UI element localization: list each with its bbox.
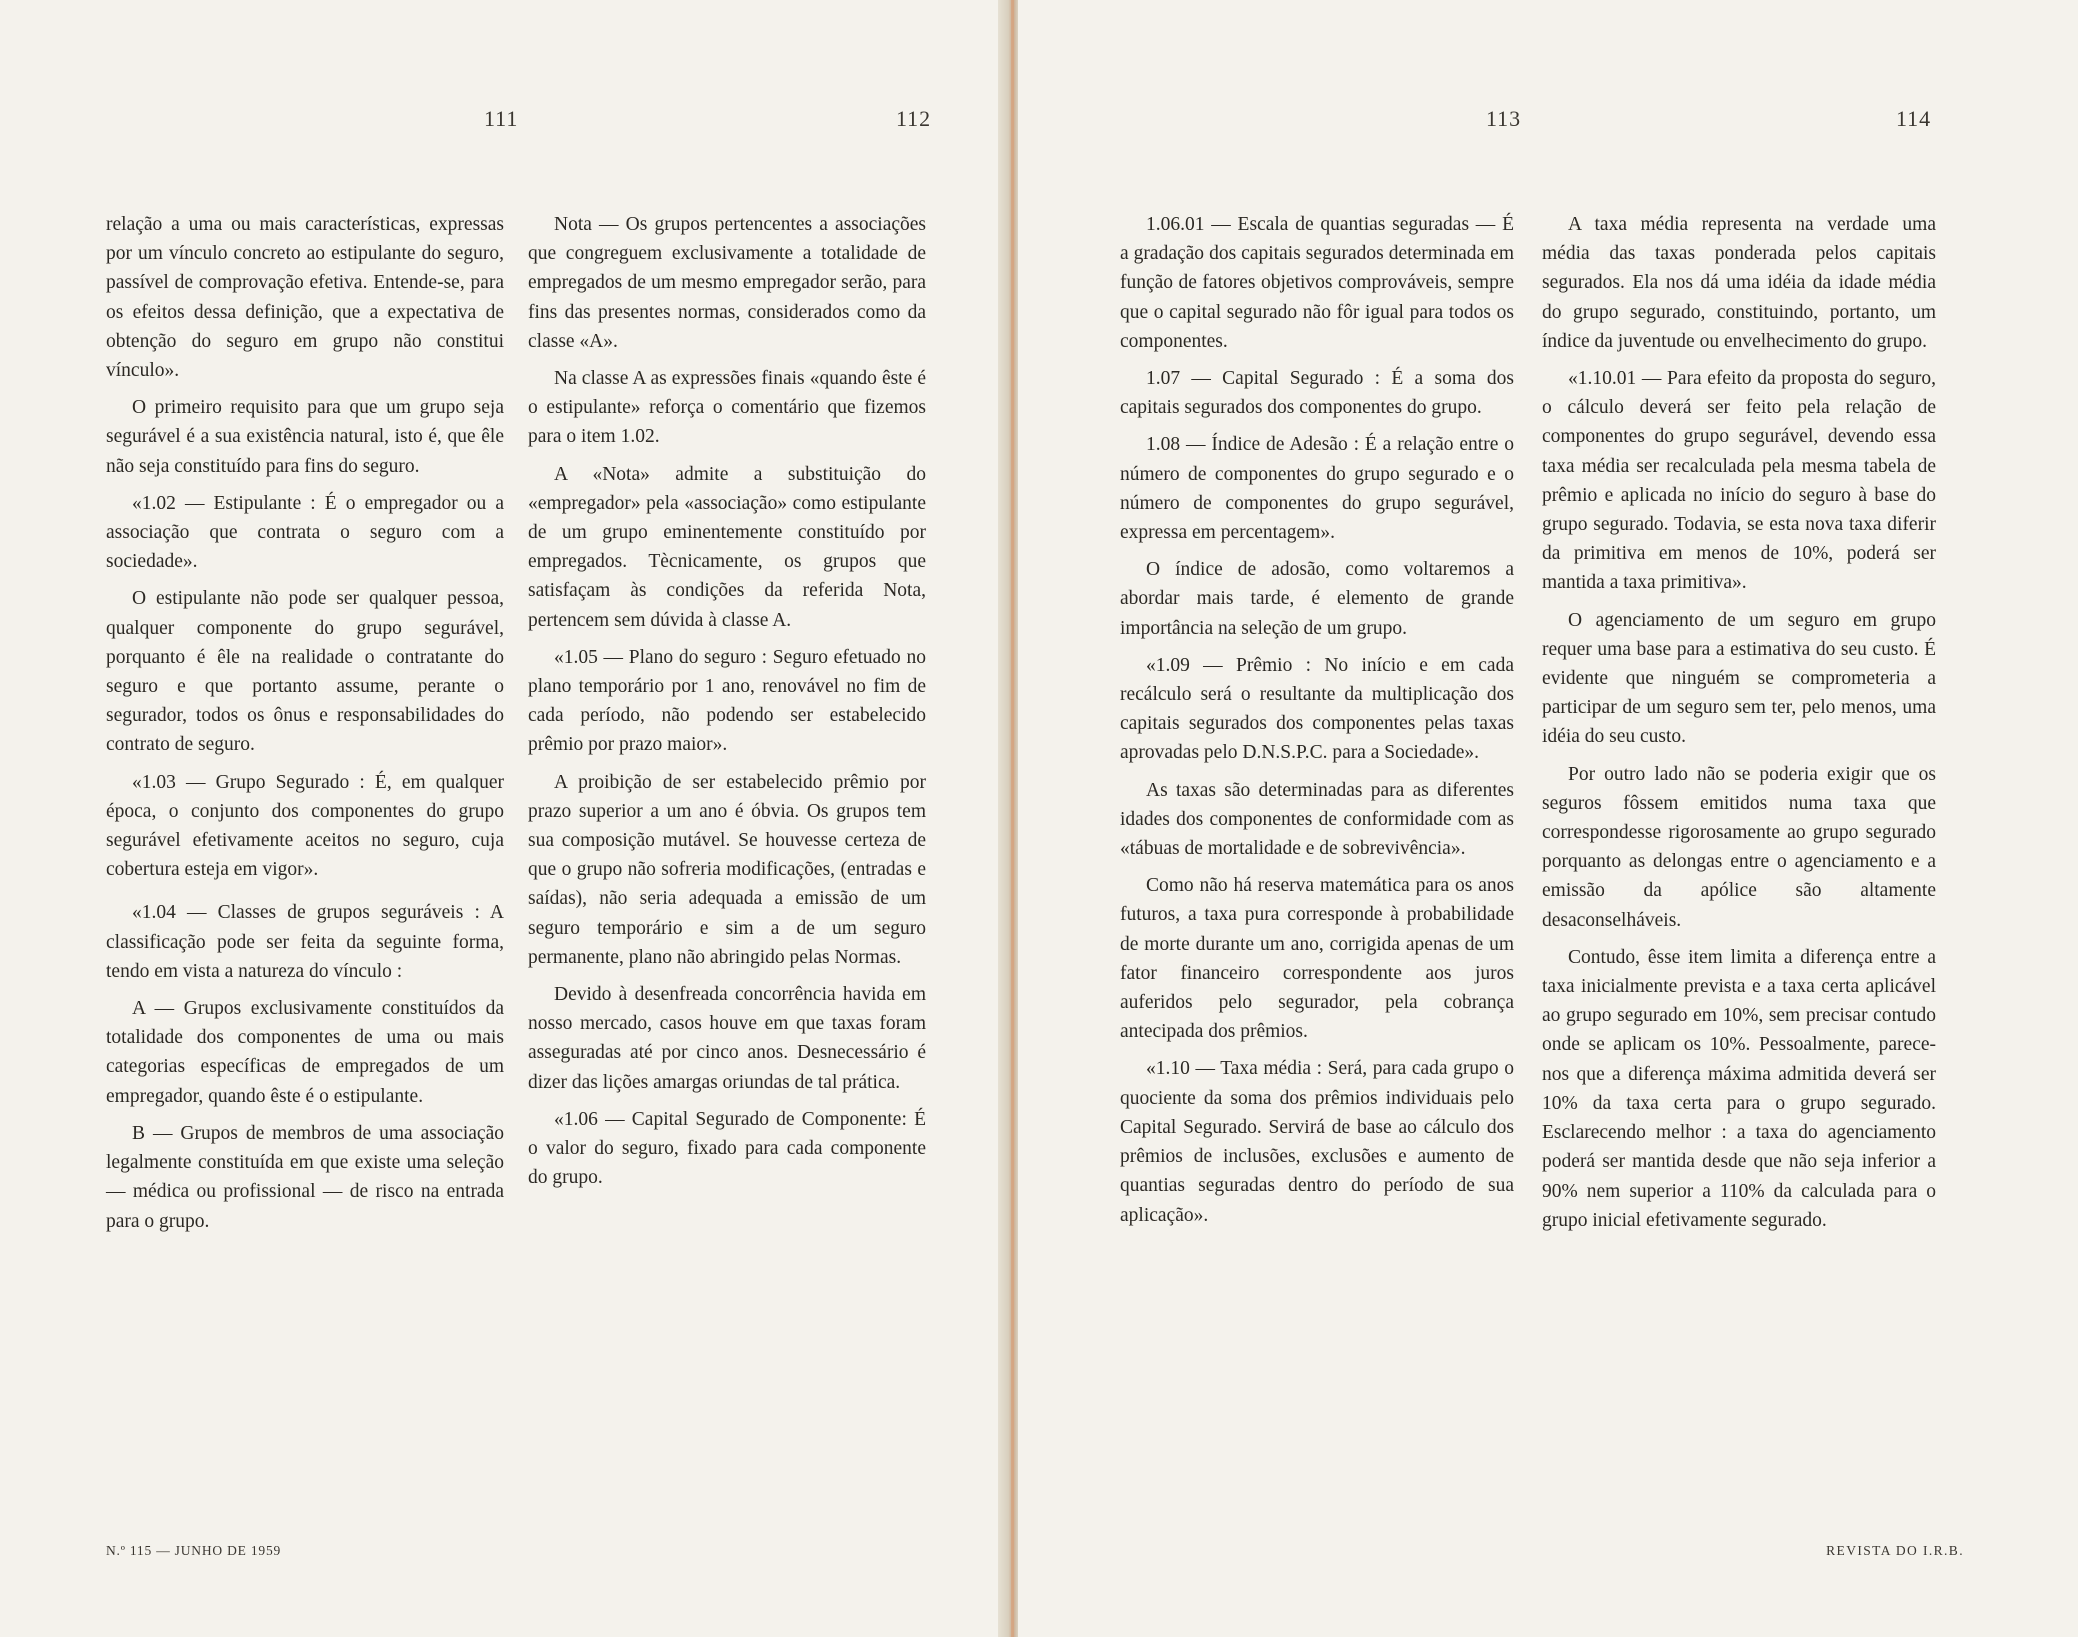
paragraph: A proibição de ser estabelecido prêmio por prazo superior a um ano é óbvia. Os grupos tem sua composição mutável. Se houvesse certeza de que o grupo não sofreria modificações, (entradas e saídas), não seria adequada a emissão de um seguro temporário e sim a de um seguro permanente, plano não abringido pelas Normas. [528,771,926,968]
paragraph: «1.10.01 — Para efeito da proposta do seguro, o cálculo deverá ser feito pela relação de componentes do grupo segurável, devendo essa taxa média ser recalculada pela mesma tabela de prêmio e aplicada no início do seguro à base do grupo segurado. Todavia, se esta nova taxa diferir da primitiva em menos de 10%, poderá ser mantida a taxa primitiva». [1542,368,1936,594]
column-page-111 [106,210,504,1244]
paragraph: Como não há reserva matemática para os anos futuros, a taxa pura corresponde à probabilidade de morte durante um ano, corrigida apenas de um fator financeiro correspondente aos juros auferidos pelo segurador, pela cobrança antecipada dos prêmios. [1120,875,1514,1043]
footer-issue: N.º 115 — JUNHO DE 1959 [106,1543,282,1558]
paragraph: «1.06 — Capital Segurado de Componente: É o valor do seguro, fixado para cada componente do grupo. [528,1108,926,1189]
page-number-114: 114 [1896,106,1932,131]
paragraph: O estipulante não pode ser qualquer pessoa, qualquer componente do grupo segurável, porquanto é êle na realidade o contratante do seguro e que portanto assume, perante o segurador, todos os ônus e responsabilidades do contrato de seguro. [106,588,504,756]
paragraph: 1.08 — Índice de Adesão : É a relação entre o número de componentes do grupo segurado e o número de componentes do grupo segurável, expressa em percentagem». [1120,434,1514,544]
footer-journal: REVISTA DO I.R.B. [1826,1543,1964,1558]
paragraph: A taxa média representa na verdade uma média das taxas ponderada pelos capitais segurados. Ela nos dá uma idéia da idade média do grupo segurado, constituindo, portanto, um índice da juventude ou envelhecimento do grupo. [1542,214,1936,352]
column-page-113 [1120,210,1514,1238]
paragraph: «1.05 — Plano do seguro : Seguro efetuado no plano temporário por 1 ano, renovável no fim de cada período, não podendo ser estabelecido prêmio por prazo maior». [528,646,926,756]
paragraph: A «Nota» admite a substituição do «empregador» pela «associação» como estipulante de um grupo eminentemente constituído por empregados. Tècnicamente, os grupos que satisfaçam às condições da referida Nota, pertencem sem dúvida à classe A. [528,463,926,631]
paragraph: Contudo, êsse item limita a diferença entre a taxa inicialmente prevista e a taxa certa aplicável ao grupo segurado em 10%, sem precisar contudo onde se aplicam os 10%. Pessoalmente, parece-nos que a diferença máxima admitida deverá ser 10% da taxa certa para o grupo segurado. Esclarecendo melhor : a taxa do agenciamento poderá ser mantida desde que não seja inferior a 90% nem superior a 110% da calculada para o grupo inicial efetivamente segurado. [1542,946,1936,1231]
paragraph: relação a uma ou mais características, expressas por um vínculo concreto ao estipulante do seguro, passível de comprovação efetiva. Entende-se, para os efeitos dessa definição, que a expectativa de obtenção do seguro em grupo não constitui vínculo». [106,214,504,382]
paragraph: «1.03 — Grupo Segurado : É, em qualquer época, o conjunto dos componentes do grupo segurável efetivamente aceitos no seguro, cuja cobertura esteja em vigor». [106,771,504,881]
page-number-111: 111 [484,106,519,131]
column-page-112 [528,210,926,1201]
paragraph: B — Grupos de membros de uma associação legalmente constituída em que existe uma seleção — médica ou profissional — de risco na entrada para o grupo. [106,1122,504,1232]
paragraph: Por outro lado não se poderia exigir que os seguros fôssem emitidos numa taxa que correspondesse rigorosamente ao grupo segurado porquanto as delongas entre o agenciamento e a emissão da apólice são altamente desaconselháveis. [1542,763,1936,931]
paragraph: Devido à desenfreada concorrência havida em nosso mercado, casos houve em que taxas foram asseguradas até por cinco anos. Desnecessário é dizer das lições amargas oriundas de tal prática. [528,984,926,1093]
paragraph: A — Grupos exclusivamente constituídos da totalidade dos componentes de uma ou mais categorias específicas de empregados de um empregador, quando êste é o estipulante. [106,998,504,1107]
paragraph: As taxas são determinadas para as diferentes idades dos componentes de conformidade com as «tábuas de mortalidade e de sobrevivência». [1120,779,1514,860]
paragraph: O primeiro requisito para que um grupo seja segurável é a sua existência natural, isto é, que êle não seja constituído para fins do seguro. [106,397,504,477]
paragraph: «1.04 — Classes de grupos seguráveis : A classificação pode ser feita da seguinte forma, tendo em vista a natureza do vínculo : [106,902,504,982]
paragraph: «1.09 — Prêmio : No início e em cada recálculo será o resultante da multiplicação dos capitais segurados dos componentes pelas taxas aprovadas pelo D.N.S.P.C. para a Sociedade». [1120,654,1514,764]
paragraph: O agenciamento de um seguro em grupo requer uma base para a estimativa do seu custo. É evidente que ninguém se comprometeria a participar de um seguro sem ter, pelo menos, uma idéia do seu custo. [1542,609,1936,748]
page-number-112: 112 [896,106,932,131]
paragraph: «1.10 — Taxa média : Será, para cada grupo o quociente da soma dos prêmios individuais pelo Capital Segurado. Servirá de base ao cálculo dos prêmios de inclusões, exclusões e aumento de quantias seguradas dentro do período de sua aplicação». [1120,1058,1514,1226]
left-page [0,0,1008,1637]
paragraph: «1.02 — Estipulante : É o empregador ou a associação que contrata o seguro com a sociedade». [106,492,504,573]
paragraph: O índice de adosão, como voltaremos a abordar mais tarde, é elemento de grande importância na seleção de um grupo. [1120,559,1514,639]
paragraph: 1.07 — Capital Segurado : É a soma dos capitais segurados dos componentes do grupo. [1120,368,1514,419]
right-page [1018,0,2078,1637]
page-number-113: 113 [1486,106,1522,131]
paragraph: 1.06.01 — Escala de quantias seguradas — É a gradação dos capitais segurados determinada em função de fatores objetivos comprováveis, sempre que o capital segurado não fôr igual para todos os componentes. [1120,214,1514,352]
column-page-114 [1542,210,1936,1243]
paragraph: Na classe A as expressões finais «quando êste é o estipulante» reforça o comentário que fizemos para o item 1.02. [528,368,926,448]
paragraph: Nota — Os grupos pertencentes a associações que congreguem exclusivamente a totalidade de empregados de um mesmo empregador serão, para fins das presentes normas, considerados como da classe «A». [528,214,926,352]
